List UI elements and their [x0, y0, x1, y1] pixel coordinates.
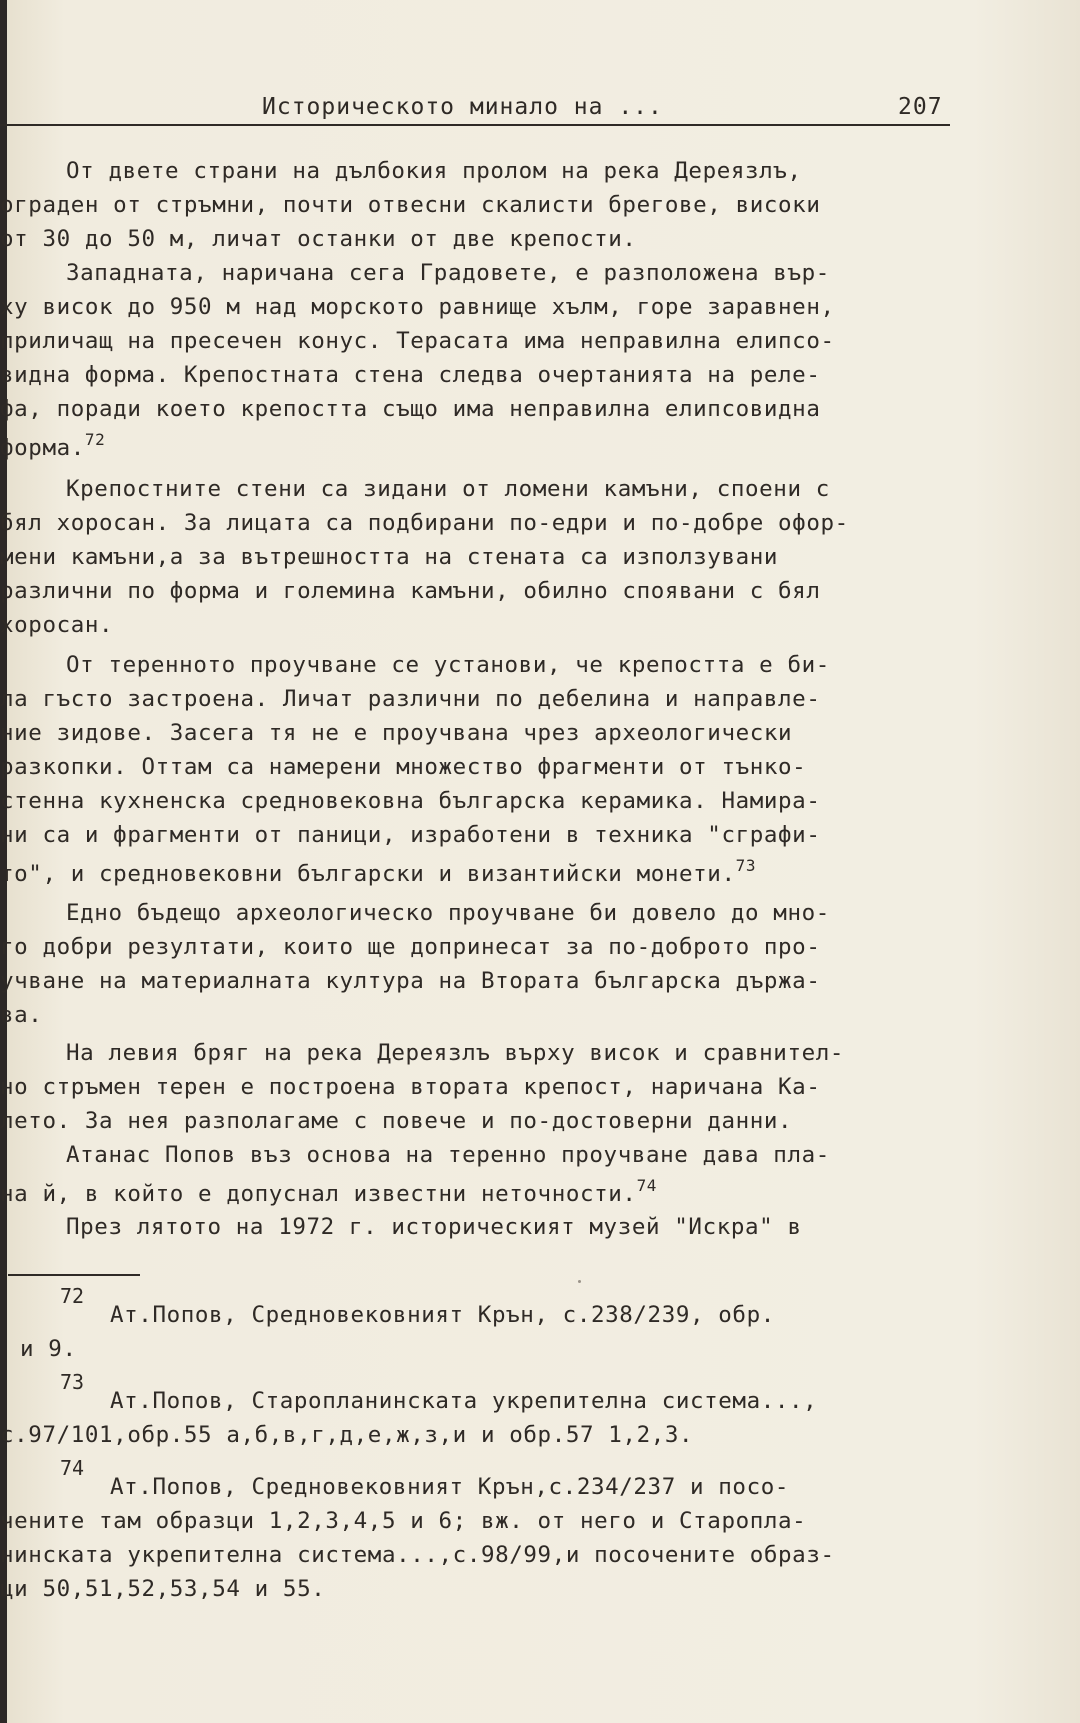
text-line: различни по форма и големина камъни, обилно споявани с бял — [0, 578, 821, 604]
text-line: От теренното проучване се установи, че крепостта е би- — [66, 652, 830, 678]
header-rule — [0, 124, 950, 126]
text-line — [0, 432, 105, 460]
text-line: приличащ на пресечен конус. Терасата има неправилна елипсо- — [0, 328, 835, 354]
text-line: Едно бъдещо археологическо проучване би довело до мно- — [66, 900, 830, 926]
footnote-number: 74 — [60, 1456, 85, 1480]
text-line: Крепостните стени са зидани от ломени камъни, споени с — [66, 476, 830, 502]
footnote-number: 73 — [60, 1370, 85, 1394]
footnote-line: Ат.Попов, Средновековният Крън,с.234/237 и посо- — [110, 1474, 790, 1500]
text-line: учване на материалната култура на Втората българска държа- — [0, 968, 821, 994]
text-line — [0, 858, 756, 886]
text-line: На левия бряг на река Дереязлъ върху висок и сравнител- — [66, 1040, 845, 1066]
footnote-separator — [8, 1274, 140, 1276]
running-header — [0, 86, 950, 126]
text-line: хоросан. — [0, 612, 114, 638]
text-line: фа, поради което крепостта също има неправилна елипсовидна — [0, 396, 821, 422]
footnote-line: и 9. — [20, 1336, 77, 1362]
text-line: стенна кухненска средновековна българска керамика. Намира- — [0, 788, 821, 814]
text-line: Атанас Попов въз основа на теренно проучване дава пла- — [66, 1142, 830, 1168]
text-line — [0, 1178, 657, 1206]
running-title: Историческото минало на ... — [262, 94, 663, 120]
text-line: ние зидове. Засега тя не е проучвана чрез археологически — [0, 720, 793, 746]
text-line: ху висок до 950 м над морското равнище хълм, горе заравнен, — [0, 294, 835, 320]
text-line: но стръмен терен е построена втората крепост, наричана Ка- — [0, 1074, 821, 1100]
text-line: видна форма. Крепостната стена следва очертанията на реле- — [0, 362, 821, 388]
footnote-line: с.97/101,обр.55 а,б,в,г,д,е,ж,з,и и обр.57 1,2,3. — [0, 1422, 694, 1448]
text-line: разкопки. Оттам са намерени множество фрагменти от тънко- — [0, 754, 807, 780]
footnote-ref: 74 — [636, 1176, 658, 1195]
text-line: От двете страни на дълбокия пролом на река Дереязлъ, — [66, 158, 802, 184]
text-span: на й, в който е допуснал известни неточности. — [0, 1181, 637, 1207]
footnote-ref: 73 — [735, 856, 757, 875]
footnote-line: Ат.Попов, Средновековният Крън, с.238/239, обр. — [110, 1302, 775, 1328]
footnote-line: Ат.Попов, Старопланинската укрепителна система..., — [110, 1388, 818, 1414]
footnote-line: ци 50,51,52,53,54 и 55. — [0, 1576, 326, 1602]
text-line: ограден от стръмни, почти отвесни скалисти брегове, високи — [0, 192, 821, 218]
footnote-ref: 72 — [84, 430, 106, 449]
paper-speck — [578, 1280, 581, 1283]
footnote-line: чените там образци 1,2,3,4,5 и 6; вж. от него и Старопла- — [0, 1508, 807, 1534]
text-line: от 30 до 50 м, личат останки от две крепости. — [0, 226, 637, 252]
text-line: ва. — [0, 1002, 43, 1028]
text-span: форма. — [0, 435, 85, 461]
footnote-number: 72 — [60, 1284, 85, 1308]
text-line: ни са и фрагменти от паници, изработени в техника "сграфи- — [0, 822, 821, 848]
page-number: 207 — [898, 94, 943, 120]
footnote-line: нинската укрепителна система...,с.98/99,и посочените образ- — [0, 1542, 835, 1568]
text-line: лето. За нея разполагаме с повече и по-достоверни данни. — [0, 1108, 793, 1134]
text-line: Западната, наричана сега Градовете, е разположена вър- — [66, 260, 830, 286]
text-line: бял хоросан. За лицата са подбирани по-едри и по-добре офор- — [0, 510, 849, 536]
text-span: то", и средновековни български и византийски монети. — [0, 861, 736, 887]
text-line: го добри резултати, които ще допринесат за по-доброто про- — [0, 934, 821, 960]
text-line: През лятото на 1972 г. историческият музей "Искра" в — [66, 1214, 802, 1240]
text-line: мени камъни,а за вътрешността на стената са използувани — [0, 544, 779, 570]
text-line: ла гъсто застроена. Личат различни по дебелина и направле- — [0, 686, 821, 712]
